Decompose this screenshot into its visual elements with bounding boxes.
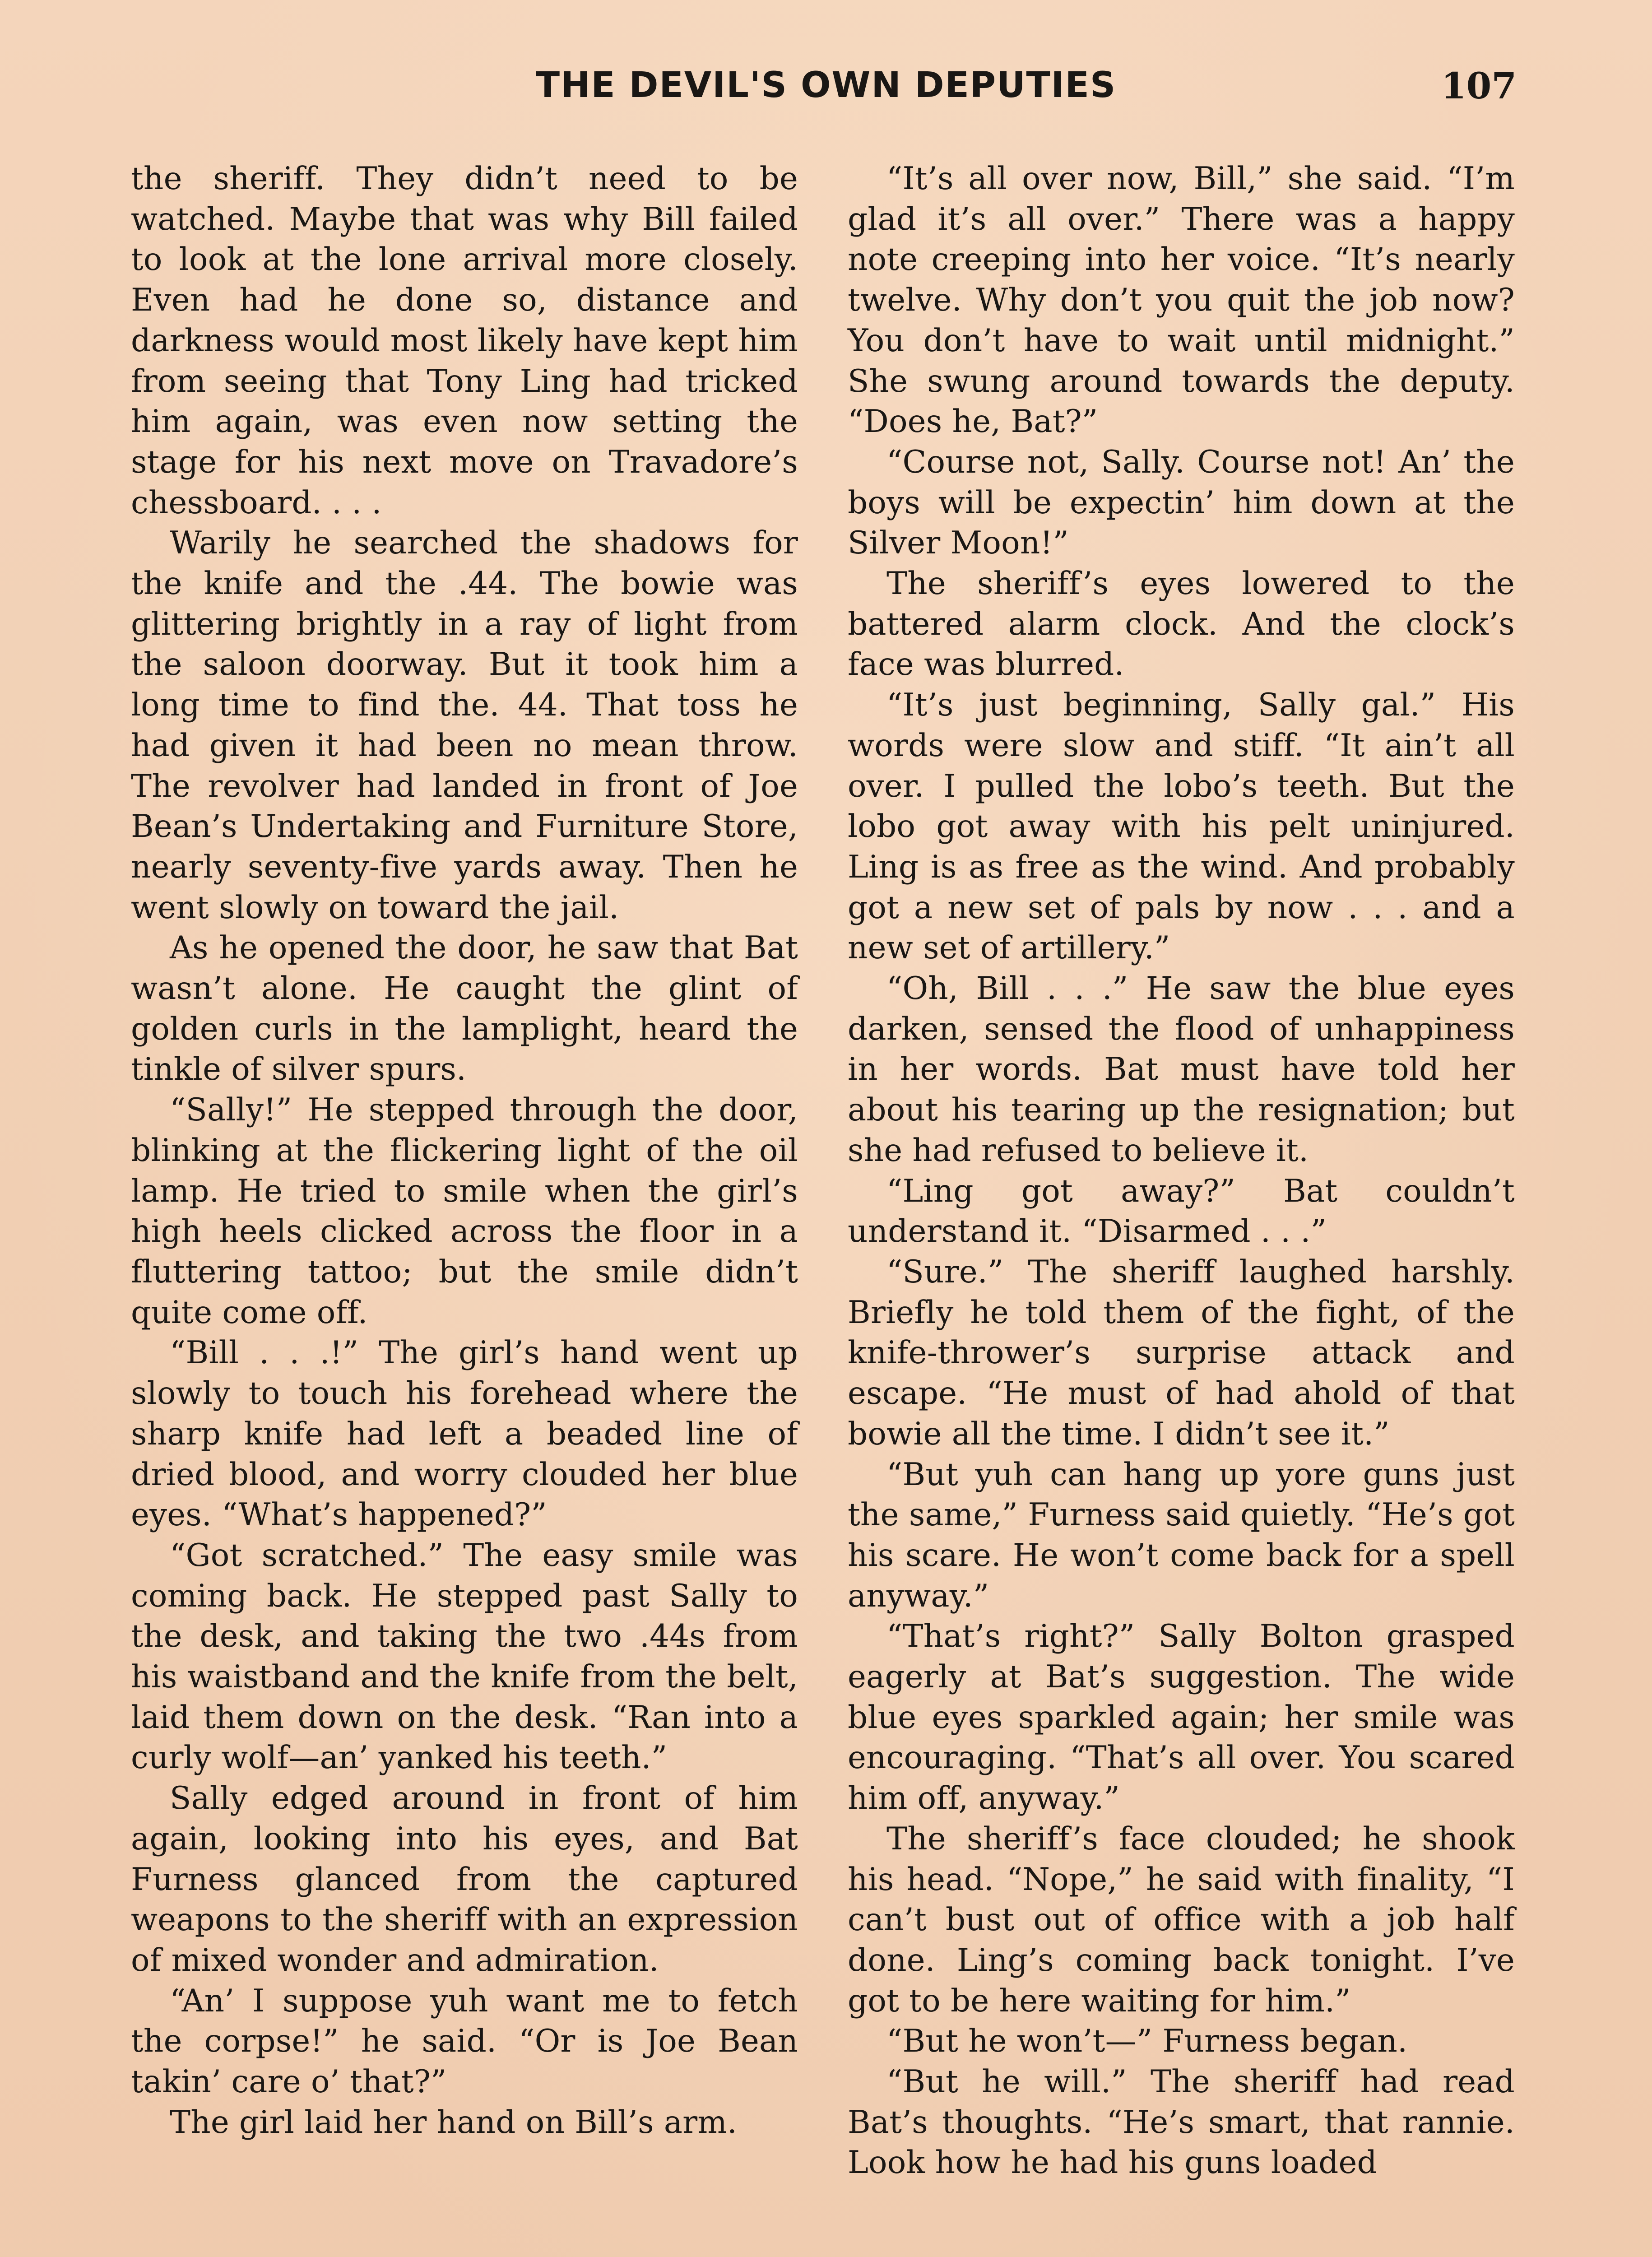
paragraph: The sheriff’s eyes lowered to the battered alarm clock. And the clock’s face was blurred. xyxy=(848,566,1515,683)
paragraph: The sheriff’s face clouded; he shook his head. “Nope,” he said with finality, “I can’t bust out of office with a job half done. Ling’s coming back tonight. I’ve got to be here waiting for him.” xyxy=(848,1820,1515,2019)
paragraph: The girl laid her hand on Bill’s arm. xyxy=(170,2104,738,2141)
paragraph: As he opened the door, he saw that Bat wasn’t alone. He caught the glint of golden curls in the lamplight, heard the tinkle of silver spurs. xyxy=(131,930,798,1088)
paragraph: “Sally!” He stepped through the door, blinking at the flickering light of the oil lamp. He tried to smile when the girl’s high heels clicked across the floor in a fluttering tattoo; but the smile didn’t quite come off. xyxy=(131,1092,798,1331)
paragraph: “But yuh can hang up yore guns just the same,” Furness said quietly. “He’s got his scare. He won’t come back for a spell anyway.” xyxy=(848,1456,1515,1614)
right-column xyxy=(848,159,1515,2183)
paragraph: Warily he searched the shadows for the knife and the .44. The bowie was glittering brightly in a ray of light from the saloon doorway. But it took him a long time to find the. 44. That toss he had given it had been no mean throw. The revolver had landed in front of Joe Bean’s Undertaking and Furniture Store, nearly seventy-five yards away. Then he went slowly on toward the jail. xyxy=(131,525,798,926)
paragraph: the sheriff. They didn’t need to be watched. Maybe that was why Bill failed to look at the lone arrival more closely. Even had he done so, distance and darkness would most likely have kept him from seeing that Tony Ling had tricked him again, was even now setting the stage for his next move on Travadore’s chessboard. . . . xyxy=(131,161,798,521)
paragraph: “Ling got away?” Bat couldn’t understand it. “Disarmed . . .” xyxy=(848,1173,1515,1250)
left-column xyxy=(131,159,798,2143)
paragraph: “Sure.” The sheriff laughed harshly. Briefly he told them of the fight, of the knife-thrower’s surprise attack and escape. “He must of had ahold of that bowie all the time. I didn’t see it.” xyxy=(848,1254,1515,1452)
paragraph: “It’s all over now, Bill,” she said. “I’m glad it’s all over.” There was a happy note creeping into her voice. “It’s nearly twelve. Why don’t you quit the job now? You don’t have to wait until midnight.” She swung around towards the deputy. “Does he, Bat?” xyxy=(848,161,1515,440)
page-number: 107 xyxy=(1441,65,1517,107)
paragraph: “An’ I suppose yuh want me to fetch the corpse!” he said. “Or is Joe Bean takin’ care o’ that?” xyxy=(131,1983,798,2100)
paragraph: Sally edged around in front of him again, looking into his eyes, and Bat Furness glanced from the captured weapons to the sheriff with an expression of mixed wonder and admiration. xyxy=(131,1780,798,1978)
paragraph: “But he will.” The sheriff had read Bat’s thoughts. “He’s smart, that rannie. Look how he had his guns loaded xyxy=(848,2064,1515,2181)
paragraph: “It’s just beginning, Sally gal.” His words were slow and stiff. “It ain’t all over. I pulled the lobo’s teeth. But the lobo got away with his pelt uninjured. Ling is as free as the wind. And probably got a new set of pals by now . . . and a new set of artillery.” xyxy=(848,687,1515,966)
paragraph: “Bill . . .!” The girl’s hand went up slowly to touch his forehead where the sharp knife had left a beaded line of dried blood, and worry clouded her blue eyes. “What’s happened?” xyxy=(131,1335,798,1533)
paragraph: “But he won’t—” Furness began. xyxy=(886,2023,1408,2060)
paragraph: “That’s right?” Sally Bolton grasped eagerly at Bat’s suggestion. The wide blue eyes sparkled again; her smile was encouraging. “That’s all over. You scared him off, anyway.” xyxy=(848,1618,1515,1817)
paragraph: “Got scratched.” The easy smile was coming back. He stepped past Sally to the desk, and taking the two .44s from his waistband and the knife from the belt, laid them down on the desk. “Ran into a curly wolf—an’ yanked his teeth.” xyxy=(131,1537,798,1776)
running-title: THE DEVIL'S OWN DEPUTIES xyxy=(535,65,1117,106)
paragraph: “Oh, Bill . . .” He saw the blue eyes darken, sensed the flood of unhappiness in her words. Bat must have told her about his tearing up the resignation; but she had refused to believe it. xyxy=(848,971,1515,1169)
paragraph: “Course not, Sally. Course not! An’ the boys will be expectin’ him down at the Silver Moon!” xyxy=(848,444,1515,562)
